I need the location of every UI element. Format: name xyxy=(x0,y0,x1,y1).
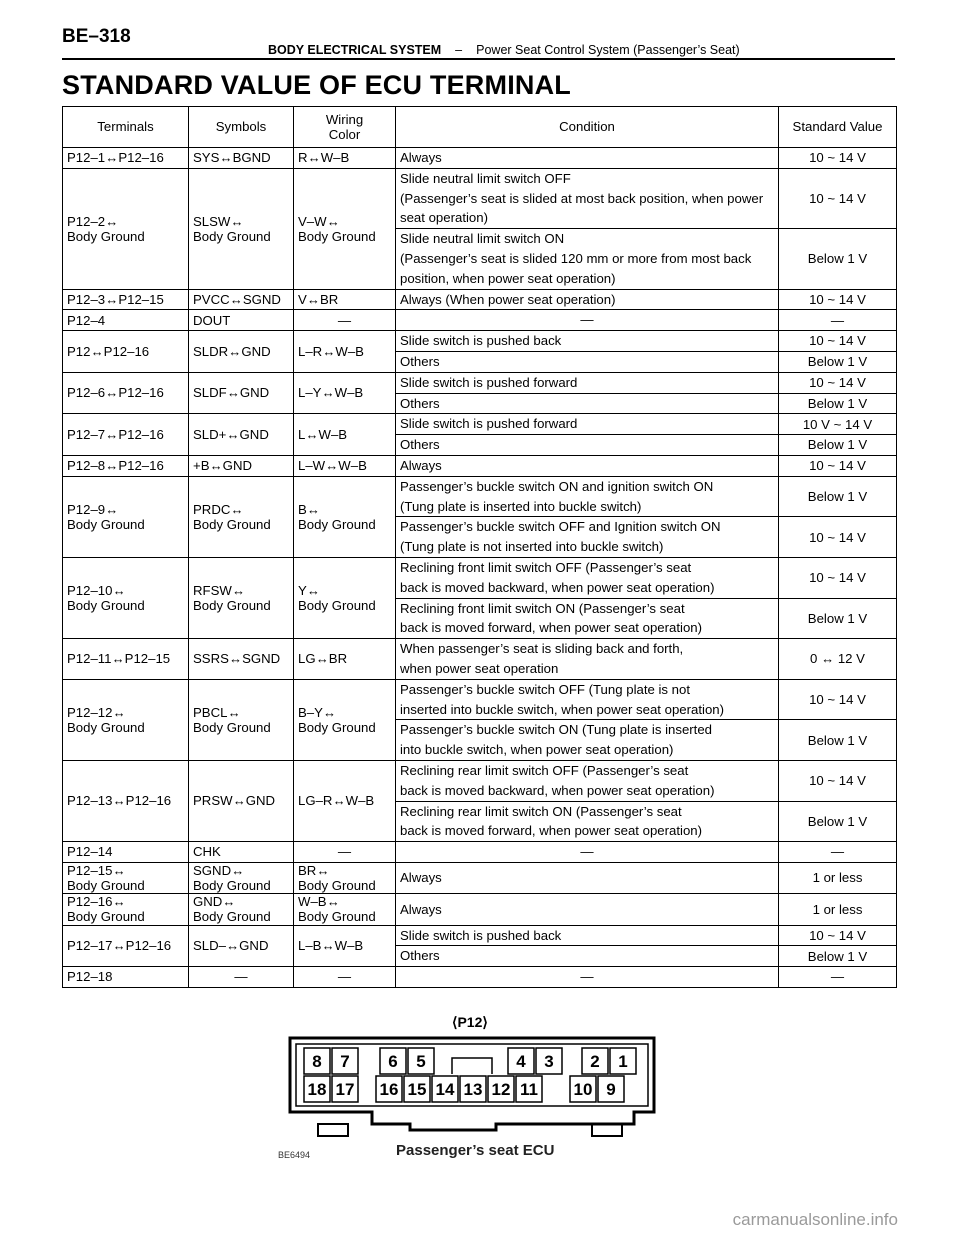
header-separator: – xyxy=(455,43,463,57)
table-row xyxy=(63,894,897,925)
condition-cell: Others xyxy=(396,946,779,967)
terminal-cell: P12–1↔P12–16 xyxy=(63,148,189,169)
wiring-color-cell: — xyxy=(294,842,396,863)
table-row xyxy=(63,372,897,393)
standard-value-cell: Below 1 V xyxy=(779,229,897,289)
table-row xyxy=(63,967,897,988)
watermark: carmanualsonline.info xyxy=(732,1210,898,1229)
connector-pin-number: 5 xyxy=(416,1052,426,1071)
connector-pin-number: 7 xyxy=(340,1052,350,1071)
condition-cell: Reclining front limit switch ON (Passenger’s seat back is moved forward, when power seat operation) xyxy=(396,598,779,639)
connector-pin-number: 13 xyxy=(463,1080,483,1099)
condition-cell: Always xyxy=(396,148,779,169)
wiring-color-cell: L–B↔W–B xyxy=(294,925,396,967)
table-row xyxy=(63,414,897,435)
symbol-cell: RFSW↔ Body Ground xyxy=(189,557,294,638)
connector-pin-number: 6 xyxy=(388,1052,398,1071)
condition-cell: Slide switch is pushed forward xyxy=(396,372,779,393)
standard-value-cell: 10 ~ 14 V xyxy=(779,760,897,801)
table-row xyxy=(63,455,897,476)
standard-value-cell: 10 ~ 14 V xyxy=(779,168,897,228)
condition-cell: Passenger’s buckle switch OFF and Ignition switch ON (Tung plate is not inserted into buckle switch) xyxy=(396,517,779,558)
connector-pin-number: 8 xyxy=(312,1052,322,1071)
symbol-cell: +B↔GND xyxy=(189,455,294,476)
condition-cell: Slide neutral limit switch OFF (Passenger’s seat is slided at most back position, when power seat operation) xyxy=(396,168,779,228)
connector-pin-number: 18 xyxy=(307,1080,327,1099)
header-rule xyxy=(62,58,895,60)
symbol-cell: PBCL↔ Body Ground xyxy=(189,679,294,760)
standard-value-cell: 10 ~ 14 V xyxy=(779,331,897,352)
condition-cell: Always xyxy=(396,455,779,476)
connector-tab-left xyxy=(318,1124,348,1136)
condition-cell: Passenger’s buckle switch ON and ignition switch ON (Tung plate is inserted into buckle switch) xyxy=(396,476,779,517)
table-row xyxy=(63,148,897,169)
wiring-color-cell: BR↔ Body Ground xyxy=(294,862,396,893)
section-title: BODY ELECTRICAL SYSTEM xyxy=(268,43,442,57)
symbol-cell: PVCC↔SGND xyxy=(189,289,294,310)
condition-cell: Slide switch is pushed back xyxy=(396,925,779,946)
terminal-cell: P12–18 xyxy=(63,967,189,988)
table-row xyxy=(63,557,897,598)
connector-pin-number: 17 xyxy=(335,1080,355,1099)
wiring-color-cell: L↔W–B xyxy=(294,414,396,456)
wiring-color-cell: LG–R↔W–B xyxy=(294,760,396,841)
symbol-cell: SLDR↔GND xyxy=(189,331,294,373)
connector-pin-number: 3 xyxy=(544,1052,554,1071)
symbol-cell: GND↔ Body Ground xyxy=(189,894,294,925)
terminal-cell: P12–14 xyxy=(63,842,189,863)
table-row xyxy=(63,639,897,680)
terminal-cell: P12–12↔ Body Ground xyxy=(63,679,189,760)
standard-value-cell: 10 ~ 14 V xyxy=(779,925,897,946)
standard-value-cell: 10 ~ 14 V xyxy=(779,372,897,393)
standard-value-cell: 10 ~ 14 V xyxy=(779,517,897,558)
symbol-cell: SYS↔BGND xyxy=(189,148,294,169)
standard-value-cell: Below 1 V xyxy=(779,476,897,517)
header-wiring-color: Wiring Color xyxy=(294,107,396,148)
wiring-color-cell: L–R↔W–B xyxy=(294,331,396,373)
terminal-cell: P12–6↔P12–16 xyxy=(63,372,189,414)
table-row xyxy=(63,310,897,331)
page-number: BE–318 xyxy=(62,26,131,47)
header-symbols: Symbols xyxy=(189,107,294,148)
connector-pin-number: 14 xyxy=(435,1080,455,1099)
wiring-color-cell: LG↔BR xyxy=(294,639,396,680)
standard-value-cell: Below 1 V xyxy=(779,801,897,842)
terminal-cell: P12–13↔P12–16 xyxy=(63,760,189,841)
diagram-code: BE6494 xyxy=(278,1150,311,1160)
header-text xyxy=(268,43,740,57)
standard-value-cell: Below 1 V xyxy=(779,351,897,372)
terminal-cell: P12–7↔P12–16 xyxy=(63,414,189,456)
header-standard-value: Standard Value xyxy=(779,107,897,148)
condition-cell: Slide switch is pushed back xyxy=(396,331,779,352)
standard-value-cell: 10 ~ 14 V xyxy=(779,289,897,310)
table-row xyxy=(63,476,897,517)
condition-cell: Others xyxy=(396,393,779,414)
condition-cell: Passenger’s buckle switch OFF (Tung plate is not inserted into buckle switch, when power seat operation) xyxy=(396,679,779,720)
wiring-color-cell: L–Y↔W–B xyxy=(294,372,396,414)
table-row xyxy=(63,168,897,228)
wiring-color-cell: Y↔ Body Ground xyxy=(294,557,396,638)
symbol-cell: SLDF↔GND xyxy=(189,372,294,414)
condition-cell: — xyxy=(396,842,779,863)
connector-pin-number: 9 xyxy=(606,1080,616,1099)
connector-tab-right xyxy=(592,1124,622,1136)
connector-pin-number: 15 xyxy=(407,1080,427,1099)
symbol-cell: SLSW↔ Body Ground xyxy=(189,168,294,289)
ecu-terminal-table xyxy=(62,106,897,988)
connector-pin-number: 11 xyxy=(520,1080,538,1099)
symbol-cell: CHK xyxy=(189,842,294,863)
standard-value-cell: 10 V ~ 14 V xyxy=(779,414,897,435)
condition-cell: Always (When power seat operation) xyxy=(396,289,779,310)
wiring-color-cell: R↔W–B xyxy=(294,148,396,169)
connector-key xyxy=(452,1058,492,1074)
condition-cell: Reclining rear limit switch ON (Passenger’s seat back is moved forward, when power seat operation) xyxy=(396,801,779,842)
wiring-color-cell: B↔ Body Ground xyxy=(294,476,396,557)
standard-value-cell: Below 1 V xyxy=(779,598,897,639)
connector-pin-number: 12 xyxy=(491,1080,511,1099)
terminal-cell: P12–2↔ Body Ground xyxy=(63,168,189,289)
terminal-cell: P12–9↔ Body Ground xyxy=(63,476,189,557)
condition-cell: Reclining rear limit switch OFF (Passenger’s seat back is moved backward, when power seat operation) xyxy=(396,760,779,801)
page-title: STANDARD VALUE OF ECU TERMINAL xyxy=(62,70,571,100)
subsection-title: Power Seat Control System (Passenger’s Seat) xyxy=(476,43,740,57)
terminal-cell: P12↔P12–16 xyxy=(63,331,189,373)
condition-cell: Always xyxy=(396,862,779,893)
connector-pin-number: 10 xyxy=(573,1080,593,1099)
terminal-cell: P12–4 xyxy=(63,310,189,331)
connector-pin-number: 2 xyxy=(590,1052,600,1071)
wiring-color-cell: W–B↔ Body Ground xyxy=(294,894,396,925)
standard-value-cell: — xyxy=(779,842,897,863)
table-row xyxy=(63,289,897,310)
table-row xyxy=(63,862,897,893)
condition-cell: Always xyxy=(396,894,779,925)
symbol-cell: DOUT xyxy=(189,310,294,331)
standard-value-cell: 1 or less xyxy=(779,862,897,893)
standard-value-cell: 10 ~ 14 V xyxy=(779,557,897,598)
terminal-cell: P12–10↔ Body Ground xyxy=(63,557,189,638)
standard-value-cell: Below 1 V xyxy=(779,720,897,761)
symbol-cell: SSRS↔SGND xyxy=(189,639,294,680)
standard-value-cell: — xyxy=(779,967,897,988)
standard-value-cell: 10 ~ 14 V xyxy=(779,455,897,476)
condition-cell: Reclining front limit switch OFF (Passenger’s seat back is moved backward, when power seat operation) xyxy=(396,557,779,598)
symbol-cell: — xyxy=(189,967,294,988)
terminal-cell: P12–15↔ Body Ground xyxy=(63,862,189,893)
standard-value-cell: Below 1 V xyxy=(779,946,897,967)
wiring-color-cell: B–Y↔ Body Ground xyxy=(294,679,396,760)
table-row xyxy=(63,331,897,352)
wiring-color-cell: V–W↔ Body Ground xyxy=(294,168,396,289)
connector-pin-number: 1 xyxy=(618,1052,628,1071)
terminal-cell: P12–3↔P12–15 xyxy=(63,289,189,310)
wiring-color-cell: — xyxy=(294,967,396,988)
connector-caption: Passenger’s seat ECU xyxy=(396,1142,555,1159)
connector-pin-number: 16 xyxy=(379,1080,399,1099)
connector-label: ⟨P12⟩ xyxy=(452,1014,488,1030)
table-row xyxy=(63,842,897,863)
wiring-color-cell: — xyxy=(294,310,396,331)
condition-cell: — xyxy=(396,310,779,331)
standard-value-cell: 10 ~ 14 V xyxy=(779,679,897,720)
condition-cell: Slide switch is pushed forward xyxy=(396,414,779,435)
table-row xyxy=(63,925,897,946)
condition-cell: Slide neutral limit switch ON (Passenger’s seat is slided 120 mm or more from most back position, when power seat operation) xyxy=(396,229,779,289)
condition-cell: Others xyxy=(396,351,779,372)
symbol-cell: SGND↔ Body Ground xyxy=(189,862,294,893)
table-row xyxy=(63,760,897,801)
terminal-cell: P12–17↔P12–16 xyxy=(63,925,189,967)
header-condition: Condition xyxy=(396,107,779,148)
standard-value-cell: 0 ↔ 12 V xyxy=(779,639,897,680)
symbol-cell: PRDC↔ Body Ground xyxy=(189,476,294,557)
symbol-cell: SLD–↔GND xyxy=(189,925,294,967)
condition-cell: — xyxy=(396,967,779,988)
connector-pins xyxy=(304,1048,636,1102)
table-body xyxy=(63,148,897,988)
standard-value-cell: — xyxy=(779,310,897,331)
header-terminals: Terminals xyxy=(63,107,189,148)
standard-value-cell: 1 or less xyxy=(779,894,897,925)
connector-pin-number: 4 xyxy=(516,1052,526,1071)
standard-value-cell: Below 1 V xyxy=(779,393,897,414)
wiring-color-cell: V↔BR xyxy=(294,289,396,310)
symbol-cell: PRSW↔GND xyxy=(189,760,294,841)
terminal-cell: P12–11↔P12–15 xyxy=(63,639,189,680)
condition-cell: Passenger’s buckle switch ON (Tung plate is inserted into buckle switch, when power seat operation) xyxy=(396,720,779,761)
table-row xyxy=(63,679,897,720)
standard-value-cell: 10 ~ 14 V xyxy=(779,148,897,169)
symbol-cell: SLD+↔GND xyxy=(189,414,294,456)
wiring-color-cell: L–W↔W–B xyxy=(294,455,396,476)
condition-cell: Others xyxy=(396,435,779,456)
condition-cell: When passenger’s seat is sliding back and forth, when power seat operation xyxy=(396,639,779,680)
table-header-row xyxy=(63,107,897,148)
standard-value-cell: Below 1 V xyxy=(779,435,897,456)
terminal-cell: P12–16↔ Body Ground xyxy=(63,894,189,925)
terminal-cell: P12–8↔P12–16 xyxy=(63,455,189,476)
